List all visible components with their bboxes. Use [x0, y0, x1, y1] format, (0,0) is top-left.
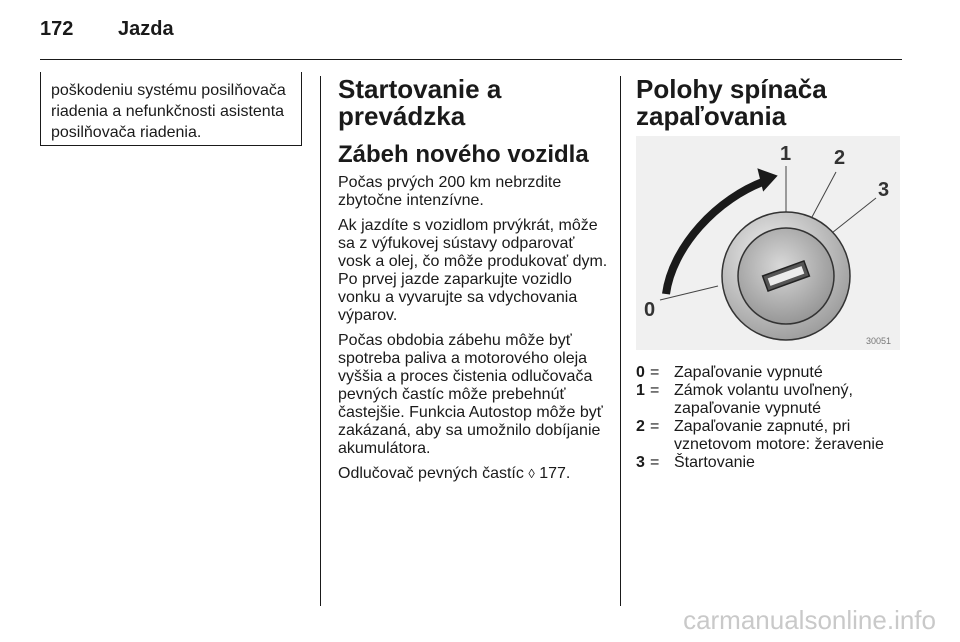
column-divider [620, 76, 621, 606]
text-line: zakázaná, aby sa umožnilo dobíjanie [338, 422, 601, 439]
text-line: vosk a olej, čo môže produkovať dym. [338, 253, 608, 270]
legend-sep: = [650, 418, 660, 435]
note-line: posilňovača riadenia. [51, 124, 202, 141]
text-line: Ak jazdíte s vozidlom prvýkrát, môže [338, 217, 598, 234]
header-rule [40, 59, 902, 60]
text-line: Po prvej jazde zaparkujte vozidlo [338, 271, 572, 288]
text-line: zapaľovanie vypnuté [674, 400, 821, 417]
text-line: Štartovanie [674, 454, 755, 471]
xref-arrow-icon: ◊ [528, 466, 535, 481]
section-heading [338, 76, 608, 130]
column-ignition [636, 76, 906, 130]
text-line: vznetovom motore: žeravenie [674, 436, 884, 453]
text-line: výparov. [338, 307, 398, 324]
subsection-heading: Zábeh nového vozidla [338, 141, 589, 168]
figure-id: 30051 [866, 336, 892, 346]
text-line: akumulátora. [338, 440, 431, 457]
column-divider [320, 76, 321, 606]
legend-sep: = [650, 454, 660, 471]
watermark: carmanualsonline.info [683, 605, 936, 635]
legend-sep: = [650, 364, 660, 381]
text-line: častejšie. Funkcia Autostop môže byť [338, 404, 603, 421]
heading-line: zapaľovania [636, 101, 787, 131]
xref-text: Odlučovač pevných častíc [338, 465, 524, 482]
legend-value [674, 382, 916, 418]
note-line: poškodeniu systému posilňovača [51, 82, 286, 99]
heading-line: Polohy spínača [636, 74, 827, 104]
legend-value [674, 364, 916, 382]
text-line: spotreba paliva a motorového oleja [338, 350, 588, 367]
legend-item [636, 364, 916, 382]
text-line: pevných častíc môže prebehnúť [338, 386, 566, 403]
text-line: Počas prvých 200 km nebrzdite [338, 174, 562, 191]
figure-label: 2 [834, 147, 846, 169]
text-line: Zámok volantu uvoľnený, [674, 382, 853, 399]
xref-page: 177. [539, 465, 571, 482]
legend-key: 3 [636, 454, 645, 471]
column-starting [338, 76, 608, 483]
figure-label: 3 [878, 179, 890, 201]
text-line: vonku a vyvarujte sa vdychovania [338, 289, 578, 306]
legend-sep: = [650, 382, 660, 399]
text-line: Zapaľovanie zapnuté, pri [674, 418, 851, 435]
text-line: zbytočne intenzívne. [338, 192, 484, 209]
figure-label: 0 [644, 299, 656, 321]
text-line: sa z výfukovej sústavy odparovať [338, 235, 575, 252]
legend-key: 2 [636, 418, 645, 435]
page-header [0, 0, 960, 62]
ignition-legend [636, 364, 916, 472]
paragraph [338, 174, 608, 210]
note-line: riadenia a nefunkčnosti asistenta [51, 103, 285, 120]
section-title: Jazda [118, 18, 174, 40]
text-line: vyššia a proces čistenia odlučovača [338, 368, 593, 385]
cross-reference[interactable] [338, 465, 608, 483]
note-box [40, 72, 302, 146]
ignition-figure [636, 136, 900, 350]
text-line: Zapaľovanie vypnuté [674, 364, 823, 381]
legend-item [636, 382, 916, 418]
legend-key: 0 [636, 364, 645, 381]
paragraph [338, 332, 608, 458]
heading-line: Startovanie a [338, 74, 502, 104]
text-line: Počas obdobia zábehu môže byť [338, 332, 572, 349]
figure-label: 1 [780, 143, 792, 165]
section-heading [636, 76, 906, 130]
legend-value [674, 418, 916, 454]
heading-line: prevádzka [338, 101, 466, 131]
legend-value [674, 454, 916, 472]
legend-item [636, 418, 916, 454]
legend-key: 1 [636, 382, 645, 399]
page-number: 172 [40, 18, 74, 40]
legend-item [636, 454, 916, 472]
paragraph [338, 217, 608, 325]
